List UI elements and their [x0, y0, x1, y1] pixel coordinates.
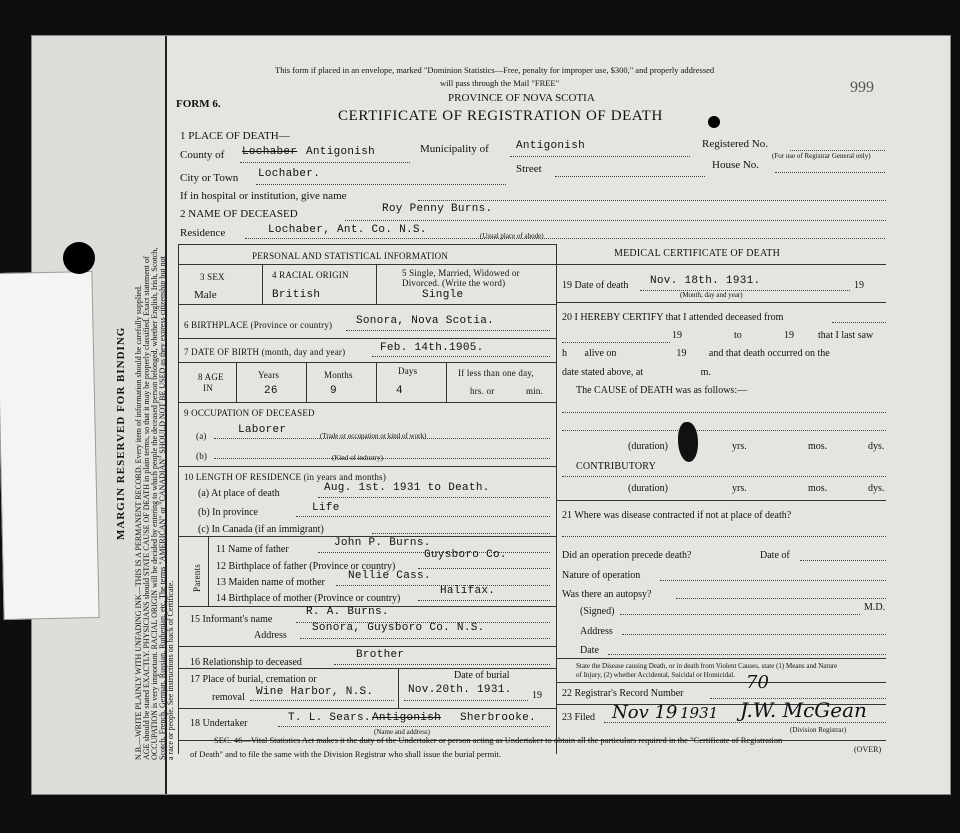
- industry-note: (Kind of industry): [332, 454, 383, 462]
- mother-name-label: 13 Maiden name of mother: [216, 577, 325, 588]
- residence-value: Lochaber, Ant. Co. N.S.: [268, 224, 427, 236]
- relationship-label: 16 Relationship to deceased: [190, 657, 302, 668]
- duration-label-2: (duration): [628, 483, 668, 494]
- undertaker-town: Sherbrooke.: [460, 712, 536, 724]
- certify-line4: date stated above, at m.: [562, 367, 711, 378]
- occupation-a: (a): [196, 431, 207, 441]
- days-label: Days: [398, 366, 418, 376]
- registrar-record-label: 22 Registrar's Record Number: [562, 688, 684, 699]
- footer-over: (OVER): [854, 745, 882, 754]
- yrs-label-2: yrs.: [732, 483, 747, 494]
- personal-info-heading: PERSONAL AND STATISTICAL INFORMATION: [252, 251, 449, 261]
- dod-value: Nov. 18th. 1931.: [650, 275, 761, 287]
- street-label: Street: [516, 163, 542, 175]
- burial-place-value: Wine Harbor, N.S.: [256, 686, 374, 698]
- informant-value: R. A. Burns.: [306, 606, 389, 618]
- sex-label: 3 SEX: [200, 272, 225, 282]
- burial-place-label-2: removal: [212, 692, 245, 703]
- violent-causes-note-2: of Injury, (2) whether Accidental, Suicidal or Homicidal.: [576, 671, 735, 679]
- registered-no-note: (For use of Registrar General only): [772, 152, 871, 160]
- birthplace-value: Sonora, Nova Scotia.: [356, 315, 495, 327]
- certificate-number: 999: [850, 79, 874, 96]
- burial-place-label-1: 17 Place of burial, cremation or: [190, 674, 317, 685]
- undertaker-note: (Name and address): [374, 728, 430, 736]
- mail-notice-line1: This form if placed in an envelope, marked "Dominion Statistics—Free, penalty for improper use, $300," and properly addressed: [275, 65, 715, 75]
- house-no-label: House No.: [712, 159, 760, 171]
- binding-margin-label: MARGIN RESERVED FOR BINDING: [115, 326, 127, 540]
- burial-date-label: Date of burial: [454, 670, 510, 681]
- operation-label: Did an operation precede death?: [562, 550, 692, 561]
- burial-date-value: Nov.20th. 1931.: [408, 684, 512, 696]
- residence-label: Residence: [180, 227, 226, 239]
- registrar-record-number: 70: [746, 672, 769, 693]
- hospital-label: If in hospital or institution, give name: [180, 190, 347, 202]
- margin-note-5: a race or people. See instructions on back of Certificate.: [166, 580, 175, 760]
- occupation-note: (Trade or occupation or kind of work): [320, 432, 427, 440]
- age-label: 8 AGE: [198, 372, 224, 382]
- division-registrar-note: (Division Registrar): [790, 726, 847, 734]
- father-birthplace-value: Guysboro Co.: [424, 549, 507, 561]
- dod-note: (Month, day and year): [680, 291, 743, 299]
- registered-no-label: Registered No.: [702, 138, 768, 150]
- margin-note-1: N.B.—WRITE PLAINLY WITH UNFADING INK—THIS IS A PERMANENT RECORD. Every item of information should be carefully supplied.: [134, 285, 143, 760]
- page-title: CERTIFICATE OF REGISTRATION OF DEATH: [338, 108, 663, 124]
- res-at-place-value: Aug. 1st. 1931 to Death.: [324, 482, 490, 494]
- deceased-name-value: Roy Penny Burns.: [382, 203, 493, 215]
- footer-line-2: of Death" and to file the same with the Division Registrar who shall issue the burial permit.: [190, 749, 502, 759]
- father-name-label: 11 Name of father: [216, 544, 289, 555]
- autopsy-label: Was there an autopsy?: [562, 589, 652, 600]
- q21-label: 21 Where was disease contracted if not at place of death?: [562, 510, 792, 521]
- informant-label: 15 Informant's name: [190, 614, 273, 625]
- dob-value: Feb. 14th.1905.: [380, 342, 484, 354]
- certify-line2-to: to: [734, 330, 742, 341]
- father-birthplace-label: 12 Birthplace of father (Province or country): [216, 561, 396, 572]
- municipality-value: Antigonish: [516, 140, 586, 152]
- violent-causes-note-1: State the Disease causing Death, or in death from Violent Causes, state (1) Means and Nature: [576, 662, 838, 670]
- footer-line-1: SEC. 46—Vital Statistics Act makes it the duty of the Undertaker or person acting as Undertaker to obtain all the particulars required in the "Certificate of Registration: [214, 735, 783, 745]
- form-number: FORM 6.: [176, 98, 221, 110]
- signed-label: (Signed): [580, 606, 615, 617]
- filed-label: 23 Filed: [562, 712, 596, 723]
- mother-birthplace-value: Halifax.: [440, 585, 496, 597]
- months-label: Months: [324, 370, 353, 380]
- dob-label: 7 DATE OF BIRTH (month, day and year): [184, 347, 346, 357]
- city-label: City or Town: [180, 172, 239, 184]
- res-in-canada-label: (c) In Canada (if an immigrant): [198, 524, 324, 535]
- less-than-day-label: If less than one day,: [458, 368, 534, 378]
- parents-label: Parents: [192, 564, 202, 592]
- mother-name-value: Nellie Cass.: [348, 570, 431, 582]
- informant-address-label: Address: [254, 630, 287, 641]
- md-label: M.D.: [864, 602, 886, 613]
- years-label: Years: [258, 370, 280, 380]
- undertaker-struck: Antigonish: [372, 712, 442, 724]
- county-label: County of: [180, 149, 225, 161]
- physician-date-label: Date: [580, 645, 599, 656]
- marital-label-2: Divorced. (Write the word): [402, 278, 506, 288]
- punch-hole: [63, 242, 95, 274]
- county-value: Antigonish: [306, 146, 376, 158]
- hrs-label: hrs. or: [470, 386, 495, 396]
- days-value: 4: [396, 385, 403, 397]
- certify-line2-last-saw: that I last saw: [818, 330, 874, 341]
- undertaker-name: T. L. Sears.: [288, 712, 371, 724]
- dod-year-label: 19: [854, 280, 864, 291]
- informant-address-value: Sonora, Guysboro Co. N.S.: [312, 622, 485, 634]
- burial-year-label: 19: [532, 690, 542, 701]
- municipality-label: Municipality of: [420, 143, 489, 155]
- ink-stain: [678, 422, 698, 462]
- mos-label-2: mos.: [808, 483, 828, 494]
- yrs-label-1: yrs.: [732, 441, 747, 452]
- certify-line2-19a: 19: [672, 330, 682, 341]
- certify-line3: h alive on 19 and that death occurred on the: [562, 348, 830, 359]
- occupation-label: 9 OCCUPATION OF DECEASED: [184, 408, 315, 418]
- physician-address-label: Address: [580, 626, 613, 637]
- dys-label-1: dys.: [868, 441, 885, 452]
- filed-date: Nov 19: [612, 702, 678, 723]
- operation-nature-label: Nature of operation: [562, 570, 641, 581]
- place-section-label: 1 PLACE OF DEATH—: [180, 130, 290, 142]
- birthplace-label: 6 BIRTHPLACE (Province or country): [184, 320, 333, 330]
- months-value: 9: [330, 385, 337, 397]
- occupation-b: (b): [196, 451, 208, 461]
- relationship-value: Brother: [356, 649, 405, 661]
- undertaker-label: 18 Undertaker: [190, 718, 248, 729]
- certify-line2-19b: 19: [784, 330, 794, 341]
- margin-note-4: Scotch, French, German, Russian, Ruthenian, etc. The terms "AMERICAN" or "CANADIAN" SHOULD NOT BE USED as they express citizenship but not: [158, 256, 167, 760]
- residence-length-label: 10 LENGTH OF RESIDENCE (in years and months): [184, 472, 387, 482]
- occupation-value: Laborer: [238, 424, 287, 436]
- contributory-label: CONTRIBUTORY: [576, 461, 657, 472]
- province-heading: PROVINCE OF NOVA SCOTIA: [448, 92, 595, 104]
- mother-birthplace-label: 14 Birthplace of mother (Province or country): [216, 593, 401, 604]
- registrar-signature: J.W. McGean: [740, 698, 867, 722]
- county-struck-value: Lochaber: [242, 146, 298, 158]
- sex-value: Male: [194, 289, 217, 301]
- marital-value: Single: [422, 289, 464, 301]
- father-name-value: John P. Burns.: [334, 537, 431, 549]
- mos-label-1: mos.: [808, 441, 828, 452]
- res-in-province-value: Life: [312, 502, 340, 514]
- age-label-in: IN: [203, 383, 213, 393]
- residence-note: (Usual place of abode): [480, 232, 544, 240]
- operation-date-label: Date of: [760, 550, 790, 561]
- deceased-name-label: 2 NAME OF DECEASED: [180, 208, 298, 220]
- dod-label: 19 Date of death: [562, 280, 629, 291]
- cause-of-death-label: The CAUSE of DEATH was as follows:—: [576, 385, 748, 396]
- marital-label-1: 5 Single, Married, Widowed or: [402, 268, 520, 278]
- res-in-province-label: (b) In province: [198, 507, 258, 518]
- racial-origin-value: British: [272, 289, 321, 301]
- filed-year: 1931: [680, 704, 719, 722]
- racial-origin-label: 4 RACIAL ORIGIN: [272, 270, 349, 280]
- res-at-place-label: (a) At place of death: [198, 488, 280, 499]
- margin-note-2: AGE should be stated EXACTLY. PHYSICIANS should STATE CAUSE OF DEATH in plain terms, so that it may be properly classified. Exact statement of: [142, 256, 151, 760]
- margin-note-3: OCCUPATION is very important. RACIAL ORIGIN will be decided by entering to which people the deceased person belonged, whether English, Irish, Scotch,: [150, 247, 159, 760]
- certify-label: 20 I HEREBY CERTIFY that I attended deceased from: [562, 312, 784, 323]
- years-value: 26: [264, 385, 278, 397]
- city-value: Lochaber.: [258, 168, 321, 180]
- medical-heading: MEDICAL CERTIFICATE OF DEATH: [614, 248, 781, 259]
- duration-label-1: (duration): [628, 441, 668, 452]
- dys-label-2: dys.: [868, 483, 885, 494]
- attached-paper-slip: [0, 271, 100, 620]
- mail-notice-line2: will pass through the Mail "FREE": [440, 78, 560, 88]
- ink-blot: [708, 116, 720, 128]
- min-label: min.: [526, 386, 544, 396]
